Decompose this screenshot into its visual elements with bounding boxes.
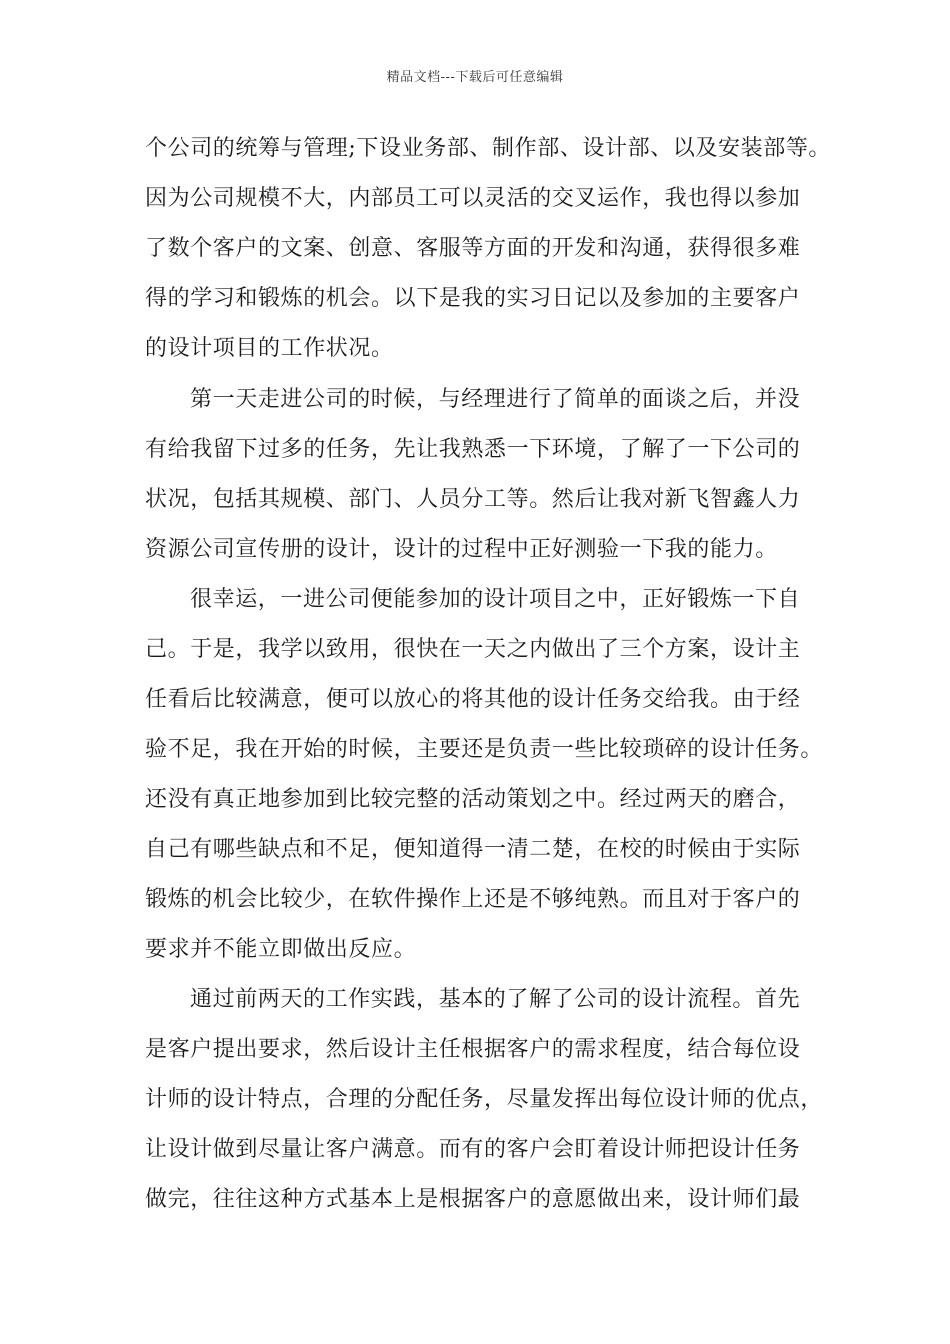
text-line: 是客户提出要求，然后设计主任根据客户的需求程度，结合每位设 [145,1037,801,1062]
text-line: 要求并不能立即做出反应。 [145,937,417,962]
page-header: 精品文档---下载后可任意编辑 [386,70,564,85]
text-line: 得的学习和锻炼的机会。以下是我的实习日记以及参加的主要客户 [145,286,801,311]
text-line: 资源公司宣传册的设计，设计的过程中正好测验一下我的能力。 [145,537,778,562]
text-line: 己。于是，我学以致用，很快在一天之内做出了三个方案，设计主 [145,637,801,662]
paragraph-first-line: 很幸运，一进公司便能参加的设计项目之中，正好锻炼一下自 [190,587,801,612]
text-line: 状况，包括其规模、部门、人员分工等。然后让我对新飞智鑫人力 [145,487,801,512]
text-line: 做完，往往这种方式基本上是根据客户的意愿做出来，设计师们最 [145,1187,801,1212]
text-line: 验不足，我在开始的时候，主要还是负责一些比较琐碎的设计任务。 [145,737,824,762]
text-line: 锻炼的机会比较少，在软件操作上还是不够纯熟。而且对于客户的 [145,887,801,912]
text-line: 让设计做到尽量让客户满意。而有的客户会盯着设计师把设计任务 [145,1137,801,1162]
text-line: 还没有真正地参加到比较完整的活动策划之中。经过两天的磨合， [145,787,801,812]
text-line: 因为公司规模不大，内部员工可以灵活的交叉运作，我也得以参加 [145,186,801,211]
paragraph-first-line: 第一天走进公司的时候，与经理进行了简单的面谈之后，并没 [190,387,801,412]
text-line: 任看后比较满意，便可以放心的将其他的设计任务交给我。由于经 [145,687,801,712]
paragraph-first-line: 通过前两天的工作实践，基本的了解了公司的设计流程。首先 [190,987,801,1012]
text-line: 计师的设计特点，合理的分配任务，尽量发挥出每位设计师的优点， [145,1087,824,1112]
text-line: 的设计项目的工作状况。 [145,336,394,361]
text-line: 有给我留下过多的任务，先让我熟悉一下环境，了解了一下公司的 [145,437,801,462]
text-line: 自己有哪些缺点和不足，便知道得一清二楚，在校的时候由于实际 [145,837,801,862]
text-line: 了数个客户的文案、创意、客服等方面的开发和沟通，获得很多难 [145,236,801,261]
text-line: 个公司的统筹与管理;下设业务部、制作部、设计部、以及安装部等。 [145,136,832,161]
